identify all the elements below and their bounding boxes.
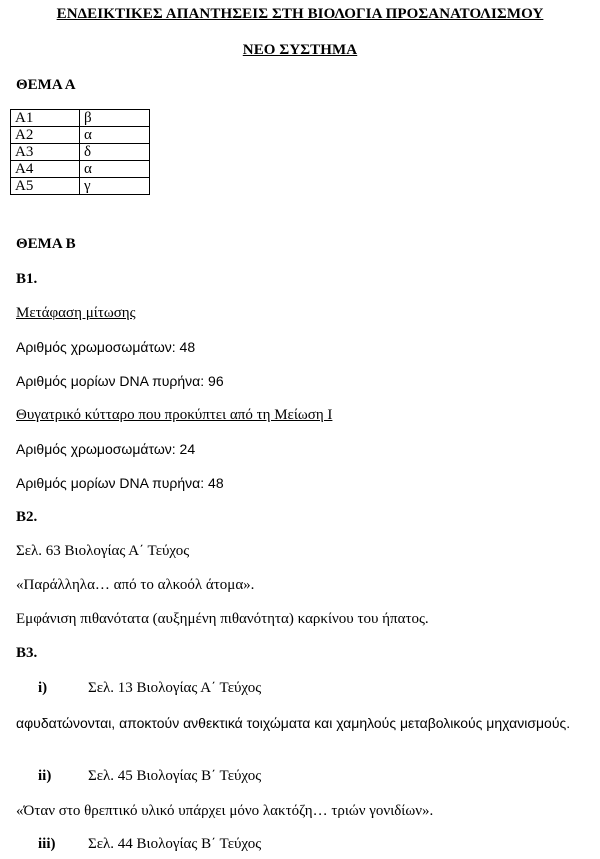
b3-item-text: «Όταν στο θρεπτικό υλικό υπάρχει μόνο λακτόζη… τριών γονιδίων».: [16, 803, 434, 819]
b1-meiosis-chromosomes: [16, 441, 195, 459]
b1-mitosis-chromosomes-text: Αριθμός χρωμοσωμάτων: 48: [16, 339, 196, 355]
b3-heading: Β3.: [16, 645, 38, 661]
answer-cell: β: [80, 110, 150, 127]
b2-text: Εμφάνιση πιθανότατα (αυξημένη πιθανότητα) καρκίνου του ήπατος.: [16, 611, 429, 627]
b1-meiosis-dna-text: Αριθμός μορίων DNA πυρήνα: 48: [16, 475, 224, 491]
table-row: [11, 144, 150, 161]
answer-cell: γ: [80, 178, 150, 195]
theme-b-heading: ΘΕΜΑ Β: [16, 236, 76, 252]
document-title: ΕΝΔΕΙΚΤΙΚΕΣ ΑΠΑΝΤΗΣΕΙΣ ΣΤΗ ΒΙΟΛΟΓΙΑ ΠΡΟΣΑΝΑΤΟΛΙΣΜΟΥ: [56, 6, 544, 22]
theme-a-answer-table: [10, 109, 150, 195]
table-row: [11, 161, 150, 178]
question-cell: Α1: [11, 110, 80, 127]
document-subtitle: ΝΕΟ ΣΥΣΤΗΜΑ: [242, 42, 358, 58]
b1-mitosis-dna: [16, 373, 224, 391]
b3-item-reference: Σελ. 45 Βιολογίας Β΄ Τεύχος: [88, 768, 262, 784]
answer-cell: α: [80, 161, 150, 178]
b2-quote: «Παράλληλα… από το αλκοόλ άτομα».: [16, 577, 255, 593]
answer-cell: δ: [80, 144, 150, 161]
question-cell: Α2: [11, 127, 80, 144]
question-cell: Α3: [11, 144, 80, 161]
question-cell: Α5: [11, 178, 80, 195]
b3-item-text: αφυδατώνονται, αποκτούν ανθεκτικά τοιχώματα και χαμηλούς μεταβολικούς μηχανισμούς.: [16, 715, 571, 731]
b3-item-label: ii): [38, 768, 52, 784]
b3-item-reference: Σελ. 44 Βιολογίας Β΄ Τεύχος: [88, 836, 262, 852]
table-row: [11, 127, 150, 144]
b3-item-reference: Σελ. 13 Βιολογίας Α΄ Τεύχος: [88, 680, 262, 696]
b2-reference: Σελ. 63 Βιολογίας Α΄ Τεύχος: [16, 543, 190, 559]
b1-mitosis-title: Μετάφαση μίτωσης: [16, 305, 136, 321]
b1-meiosis-chromosomes-text: Αριθμός χρωμοσωμάτων: 24: [16, 441, 196, 457]
theme-a-heading: ΘΕΜΑ Α: [16, 77, 76, 93]
table-row: [11, 110, 150, 127]
b3-item-label: iii): [38, 836, 56, 852]
b1-mitosis-chromosomes: [16, 339, 195, 357]
b2-heading: Β2.: [16, 509, 38, 525]
b1-meiosis-dna: [16, 475, 224, 493]
b1-mitosis-dna-text: Αριθμός μορίων DNA πυρήνα: 96: [16, 373, 224, 389]
question-cell: Α4: [11, 161, 80, 178]
table-row: [11, 178, 150, 195]
answer-cell: α: [80, 127, 150, 144]
b3-item-label: i): [38, 680, 48, 696]
b1-meiosis-title: Θυγατρικό κύτταρο που προκύπτει από τη Μείωση Ι: [16, 407, 333, 423]
b1-heading: Β1.: [16, 271, 38, 287]
